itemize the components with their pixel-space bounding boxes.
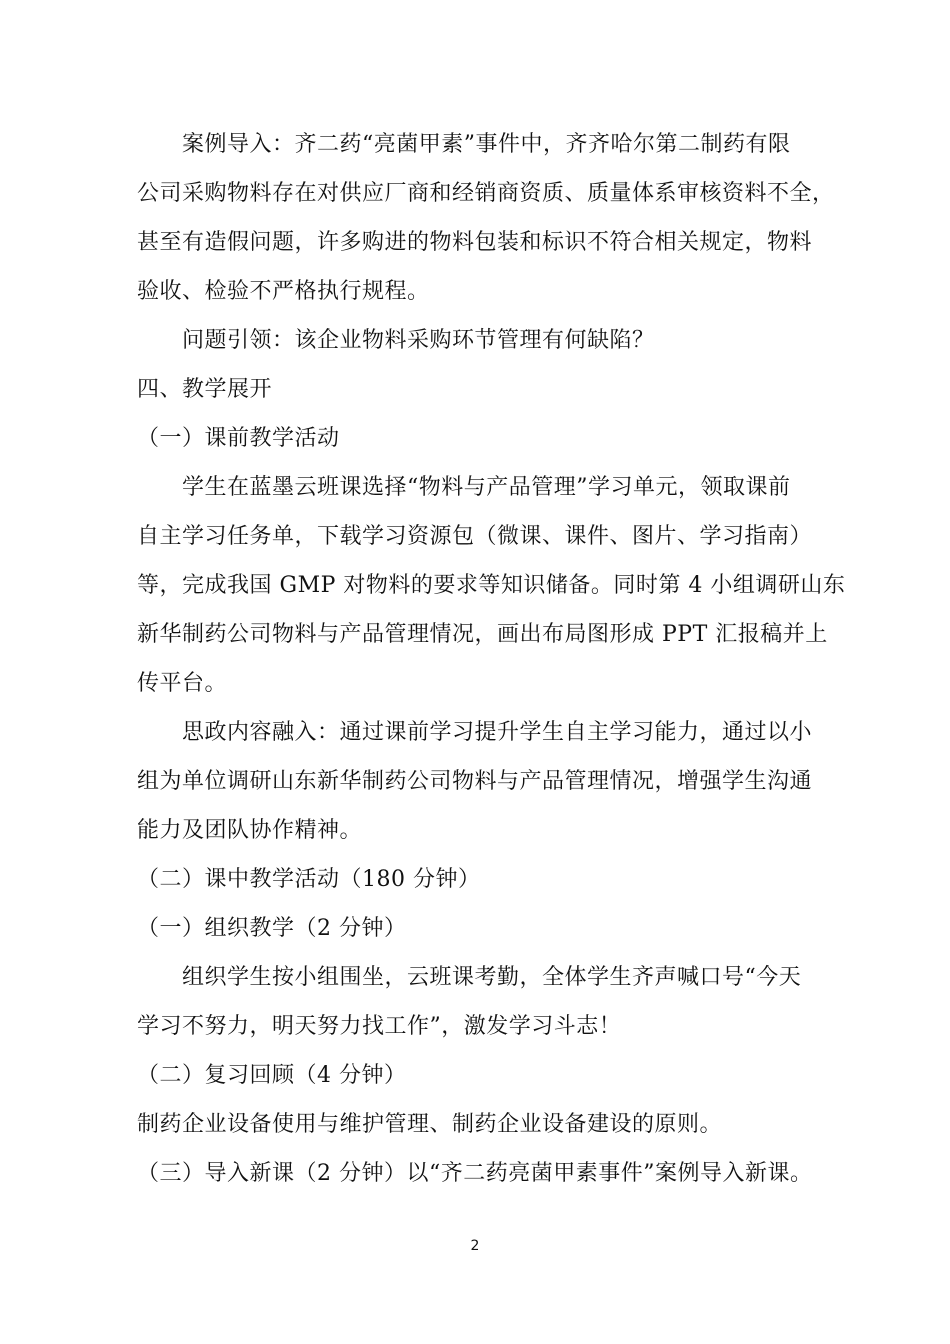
subheading-new-lesson: （三）导入新课（2 分钟）以“齐二药亮菌甲素事件”案例导入新课。 [137,1161,813,1186]
pre-class-line-1: 学生在蓝墨云班课选择“物料与产品管理”学习单元，领取课前 [137,475,791,500]
case-intro-line-2: 公司采购物料存在对供应厂商和经销商资质、质量体系审核资料不全， [137,181,835,206]
case-intro-line-1: 案例导入：齐二药“亮菌甲素”事件中，齐齐哈尔第二制药有限 [137,132,791,157]
pre-class-line-2: 自主学习任务单，下载学习资源包（微课、课件、图片、学习指南） [137,524,813,549]
case-intro-line-4: 验收、检验不严格执行规程。 [137,279,430,304]
document-body [137,120,846,1198]
pre-class-line-3: 等，完成我国 GMP 对物料的要求等知识储备。同时第 4 小组调研山东 [137,573,846,598]
pre-class-line-5: 传平台。 [137,671,228,696]
subheading-organize: （一）组织教学（2 分钟） [137,916,407,941]
pre-class-line-4: 新华制药公司物料与产品管理情况，画出布局图形成 PPT 汇报稿并上 [137,622,828,647]
subheading-in-class: （二）课中教学活动（180 分钟） [137,867,481,892]
ideology-line-3: 能力及团队协作精神。 [137,818,363,843]
subheading-review: （二）复习回顾（4 分钟） [137,1063,407,1088]
guiding-question: 问题引领：该企业物料采购环节管理有何缺陷？ [137,328,655,353]
review-line-1: 制药企业设备使用与维护管理、制药企业设备建设的原则。 [137,1112,723,1137]
organize-line-2: 学习不努力，明天努力找工作”，激发学习斗志！ [137,1014,622,1039]
page-number: 2 [470,1238,480,1254]
subheading-pre-class: （一）课前教学活动 [137,426,340,451]
case-intro-line-3: 甚至有造假问题，许多购进的物料包装和标识不符合相关规定，物料 [137,230,813,255]
section-heading-teaching: 四、教学展开 [137,377,273,402]
ideology-line-1: 思政内容融入：通过课前学习提升学生自主学习能力，通过以小 [137,720,813,745]
organize-line-1: 组织学生按小组围坐，云班课考勤，全体学生齐声喊口号“今天 [137,965,802,990]
ideology-line-2: 组为单位调研山东新华制药公司物料与产品管理情况，增强学生沟通 [137,769,813,794]
